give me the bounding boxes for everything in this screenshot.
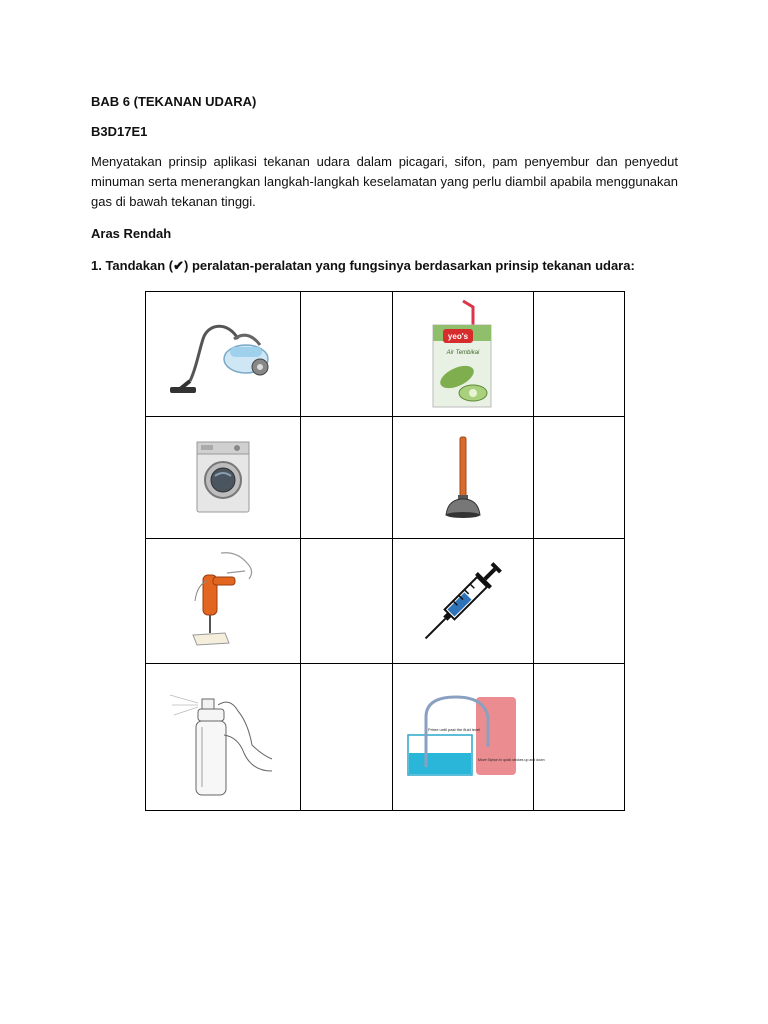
table-row — [146, 417, 625, 539]
tick-cell[interactable] — [301, 417, 393, 539]
image-cell-spray-bottle — [146, 664, 301, 811]
image-cell-drink-box — [393, 292, 534, 417]
vacuum-cleaner-icon — [168, 309, 278, 399]
question-text: 1. Tandakan (✔) peralatan-peralatan yang fungsinya berdasarkan prinsip tekanan udara: — [91, 258, 635, 273]
image-cell-siphon — [393, 664, 545, 811]
tick-cell[interactable] — [301, 664, 393, 811]
brand-text: yeo's — [447, 332, 469, 341]
image-cell-syringe — [393, 539, 534, 664]
drink-label-text: Air Tembikai — [446, 350, 480, 356]
drink-box-icon — [423, 299, 503, 409]
image-cell-washing-machine — [146, 417, 301, 539]
equipment-table — [145, 291, 625, 811]
tick-cell[interactable] — [534, 417, 625, 539]
image-cell-drill — [146, 539, 301, 664]
image-cell-vacuum — [146, 292, 301, 417]
learning-objective: Menyatakan prinsip aplikasi tekanan udara dalam picagari, sifon, pam penyembur dan penyedut minuman serta menerangkan langkah-langkah keselamatan yang perlu diambil apabila menggunakan gas di bawah tekanan tinggi. — [91, 154, 678, 209]
objective-code: B3D17E1 — [91, 124, 148, 139]
siphon-top-label: Prime until past the fluid level — [427, 727, 480, 732]
siphon-side-label: Move Siphon in quick strokes up and down — [477, 758, 545, 762]
siphon-icon — [406, 687, 545, 787]
tick-cell[interactable] — [534, 292, 625, 417]
syringe-icon — [423, 554, 503, 649]
level-heading: Aras Rendah — [91, 226, 172, 241]
chapter-heading: BAB 6 (TEKANAN UDARA) — [91, 94, 257, 109]
tick-cell[interactable] — [534, 664, 625, 811]
image-cell-plunger — [393, 417, 534, 539]
spray-bottle-icon — [168, 675, 278, 800]
drill-icon — [183, 549, 263, 654]
tick-cell[interactable] — [534, 539, 625, 664]
table-row — [146, 664, 625, 811]
table-row — [146, 292, 625, 417]
plunger-icon — [438, 435, 488, 520]
tick-cell[interactable] — [301, 539, 393, 664]
washing-machine-icon — [193, 440, 253, 515]
table-row — [146, 539, 625, 664]
tick-cell[interactable] — [301, 292, 393, 417]
